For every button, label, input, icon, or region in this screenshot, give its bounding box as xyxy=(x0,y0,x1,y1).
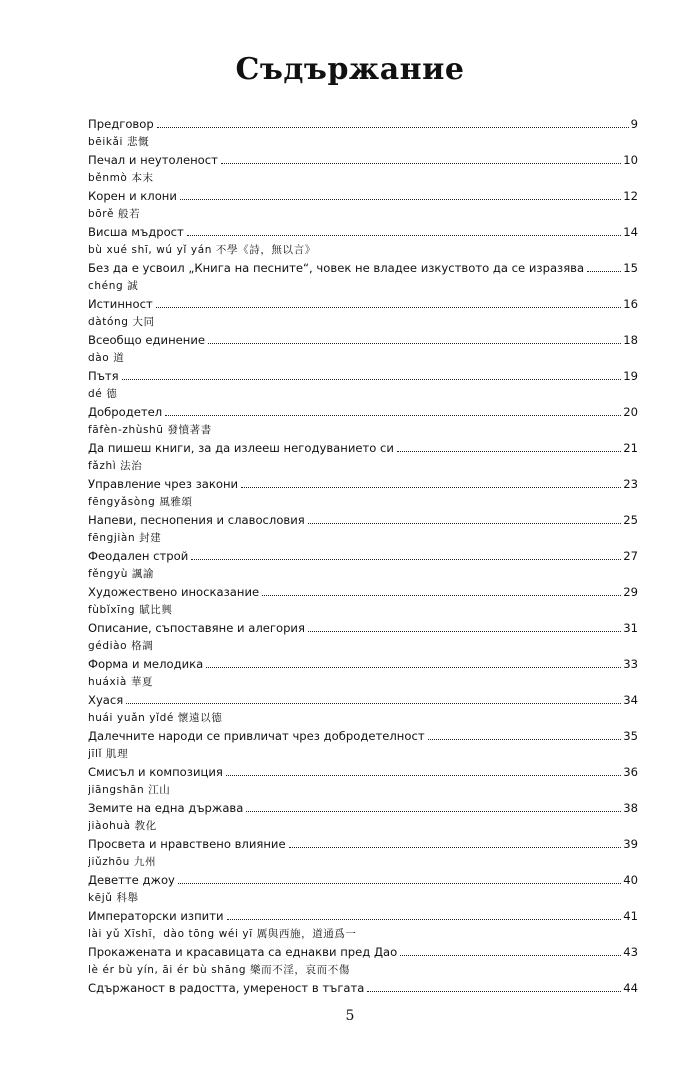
toc-entry-row xyxy=(88,331,638,350)
toc-entry-title: Истинност xyxy=(88,297,153,311)
toc-entry-title: Феодален строй xyxy=(88,549,189,563)
dot-leader xyxy=(289,847,622,848)
dot-leader xyxy=(246,811,621,812)
toc-entry-row xyxy=(88,259,638,278)
toc-entry-term: jiāngshān 江山 xyxy=(88,784,171,796)
dot-leader xyxy=(308,631,621,632)
toc-entry-row xyxy=(88,655,638,674)
toc-entry-term: huái yuǎn yǐdé 懷遠以德 xyxy=(88,712,223,724)
toc-entry-term: fēngjiàn 封建 xyxy=(88,532,162,544)
dot-leader xyxy=(178,883,621,884)
dot-leader xyxy=(397,451,621,452)
toc-entry xyxy=(88,890,638,926)
toc-entry xyxy=(88,278,638,314)
toc-entry-row xyxy=(88,439,638,458)
toc-entry-term: dé 德 xyxy=(88,388,118,400)
toc-entry-row xyxy=(88,114,638,134)
toc-entry-page: 19 xyxy=(623,369,638,383)
dot-leader xyxy=(187,235,621,236)
toc-entry-title: Без да е усвоил „Книга на песните“, човек не владее изкуството да се изразява xyxy=(88,261,585,275)
dot-leader xyxy=(165,415,621,416)
toc-entry-term: lè ér bù yín, āi ér bù shāng 樂而不淫，哀而不傷 xyxy=(88,964,350,976)
toc-entry-row xyxy=(88,475,638,494)
toc-entry xyxy=(88,170,638,206)
dot-leader xyxy=(206,667,621,668)
toc-entry-term: dàtóng 大同 xyxy=(88,316,155,328)
page-title: Съдържание xyxy=(235,52,465,87)
page-number: 5 xyxy=(345,1008,355,1024)
toc-entry xyxy=(88,854,638,890)
toc-entry-row xyxy=(88,835,638,854)
toc-entry-term: kējǔ 科舉 xyxy=(88,892,139,904)
toc-entry-row xyxy=(88,943,638,962)
toc-entry-title: Земите на една държава xyxy=(88,801,244,815)
toc-entry-row xyxy=(88,583,638,602)
toc-entry-term: bēikǎi 悲慨 xyxy=(88,136,150,148)
toc-entry-row xyxy=(88,907,638,926)
toc-entry-title: Предговор xyxy=(88,117,154,131)
toc-entry-page: 41 xyxy=(623,909,638,923)
toc-entry xyxy=(88,746,638,782)
dot-leader xyxy=(191,559,621,560)
toc-entry-row xyxy=(88,619,638,638)
dot-leader xyxy=(208,343,621,344)
toc-entry xyxy=(88,206,638,242)
toc-entry-page: 20 xyxy=(623,405,638,419)
toc-entry-page: 35 xyxy=(623,729,638,743)
toc-entry-title: Прокажената и красавицата са еднакви пред Дао xyxy=(88,945,398,959)
toc-entry xyxy=(88,422,638,458)
toc-entry xyxy=(88,350,638,386)
table-of-contents xyxy=(88,114,638,998)
dot-leader xyxy=(241,487,621,488)
toc-entry xyxy=(88,386,638,422)
toc-entry xyxy=(88,638,638,674)
toc-entry xyxy=(88,962,638,998)
toc-entry-term: lài yǔ Xīshī，dào tōng wéi yī 厲與西施，道通爲一 xyxy=(88,928,357,940)
toc-entry xyxy=(88,818,638,854)
toc-entry-term: fēngyǎsòng 風雅頌 xyxy=(88,496,193,508)
toc-entry-page: 43 xyxy=(623,945,638,959)
toc-entry-title: Смисъл и композиция xyxy=(88,765,223,779)
toc-entry-row xyxy=(88,367,638,386)
toc-entry-row xyxy=(88,691,638,710)
toc-entry xyxy=(88,710,638,746)
toc-entry-title: Просвета и нравствено влияние xyxy=(88,837,286,851)
dot-leader xyxy=(428,739,622,740)
toc-entry-page: 39 xyxy=(623,837,638,851)
dot-leader xyxy=(180,199,621,200)
toc-entry-page: 18 xyxy=(623,333,638,347)
toc-entry-page: 40 xyxy=(623,873,638,887)
toc-entry-title: Далечните народи се привличат чрез добродетелност xyxy=(88,729,425,743)
toc-entry xyxy=(88,674,638,710)
toc-entry xyxy=(88,314,638,350)
toc-entry xyxy=(88,458,638,494)
toc-entry-term: fěngyù 諷諭 xyxy=(88,568,155,580)
dot-leader xyxy=(400,955,621,956)
toc-entry-title: Добродетел xyxy=(88,405,163,419)
toc-entry-row xyxy=(88,403,638,422)
dot-leader xyxy=(157,127,629,128)
toc-entry-title: Да пишеш книги, за да излееш негодуванието си xyxy=(88,441,394,455)
toc-entry-page: 14 xyxy=(623,225,638,239)
toc-entry-title: Печал и неутоленост xyxy=(88,153,218,167)
dot-leader xyxy=(308,523,621,524)
toc-entry-row xyxy=(88,979,638,998)
toc-entry-page: 10 xyxy=(623,153,638,167)
toc-entry-page: 15 xyxy=(623,261,638,275)
toc-entry-term: huáxià 華夏 xyxy=(88,676,154,688)
toc-entry-row xyxy=(88,871,638,890)
toc-entry-page: 9 xyxy=(630,117,638,131)
toc-entry-title: Всеобщо единение xyxy=(88,333,206,347)
toc-entry-row xyxy=(88,511,638,530)
toc-entry-row xyxy=(88,295,638,314)
toc-entry-row xyxy=(88,187,638,206)
toc-entry-title: Напеви, песнопения и славословия xyxy=(88,513,305,527)
dot-leader xyxy=(587,271,621,272)
dot-leader xyxy=(122,379,622,380)
toc-entry xyxy=(88,926,638,962)
toc-entry-title: Описание, съпоставяне и алегория xyxy=(88,621,305,635)
toc-entry-title: Хуася xyxy=(88,693,124,707)
toc-entry-title: Деветте джоу xyxy=(88,873,175,887)
toc-entry xyxy=(88,494,638,530)
toc-entry xyxy=(88,242,638,278)
toc-entry-title: Корен и клони xyxy=(88,189,177,203)
toc-entry-page: 38 xyxy=(623,801,638,815)
dot-leader xyxy=(227,919,622,920)
toc-entry-title: Пътя xyxy=(88,369,119,383)
toc-entry-page: 16 xyxy=(623,297,638,311)
toc-entry-page: 25 xyxy=(623,513,638,527)
toc-entry-term: jīlǐ 肌理 xyxy=(88,748,129,760)
toc-entry-term: běnmò 本末 xyxy=(88,172,154,184)
toc-entry-page: 21 xyxy=(623,441,638,455)
toc-entry-page: 33 xyxy=(623,657,638,671)
dot-leader xyxy=(156,307,622,308)
toc-entry-term: fùbǐxīng 賦比興 xyxy=(88,604,173,616)
toc-entry-page: 27 xyxy=(623,549,638,563)
toc-entry-title: Сдържаност в радостта, умереност в тъгата xyxy=(88,981,365,995)
toc-entry-title: Художествено иносказание xyxy=(88,585,260,599)
toc-entry-term: gédiào 格調 xyxy=(88,640,154,652)
toc-entry-term: fǎzhì 法治 xyxy=(88,460,143,472)
toc-entry xyxy=(88,114,638,134)
toc-entry-term: dào 道 xyxy=(88,352,125,364)
dot-leader xyxy=(262,595,621,596)
toc-entry-page: 36 xyxy=(623,765,638,779)
dot-leader xyxy=(126,703,621,704)
toc-entry-term: bōrě 般若 xyxy=(88,208,141,220)
toc-entry-term: jiàohuà 教化 xyxy=(88,820,157,832)
toc-entry-page: 31 xyxy=(623,621,638,635)
toc-entry-row xyxy=(88,223,638,242)
toc-entry-title: Императорски изпити xyxy=(88,909,224,923)
toc-entry-term: chéng 誠 xyxy=(88,280,139,292)
dot-leader xyxy=(367,991,621,992)
toc-entry-term: fāfèn-zhùshū 發憤著書 xyxy=(88,424,212,436)
toc-entry-row xyxy=(88,547,638,566)
toc-entry-row xyxy=(88,151,638,170)
toc-entry-row xyxy=(88,763,638,782)
toc-entry-page: 23 xyxy=(623,477,638,491)
toc-entry-row xyxy=(88,727,638,746)
dot-leader xyxy=(226,775,621,776)
toc-entry-title: Висша мъдрост xyxy=(88,225,184,239)
toc-entry-page: 34 xyxy=(623,693,638,707)
toc-entry xyxy=(88,782,638,818)
toc-entry-title: Форма и мелодика xyxy=(88,657,204,671)
toc-entry-term: jiǔzhōu 九州 xyxy=(88,856,157,868)
toc-entry-term: bù xué shī, wú yǐ yán 不學《詩，無以言》 xyxy=(88,244,316,256)
toc-entry xyxy=(88,530,638,566)
toc-entry xyxy=(88,566,638,602)
toc-entry-page: 44 xyxy=(623,981,638,995)
dot-leader xyxy=(221,163,621,164)
toc-entry xyxy=(88,602,638,638)
toc-entry-page: 29 xyxy=(623,585,638,599)
toc-entry-page: 12 xyxy=(623,189,638,203)
toc-entry-row xyxy=(88,799,638,818)
toc-entry-title: Управление чрез закони xyxy=(88,477,239,491)
toc-entry xyxy=(88,134,638,170)
